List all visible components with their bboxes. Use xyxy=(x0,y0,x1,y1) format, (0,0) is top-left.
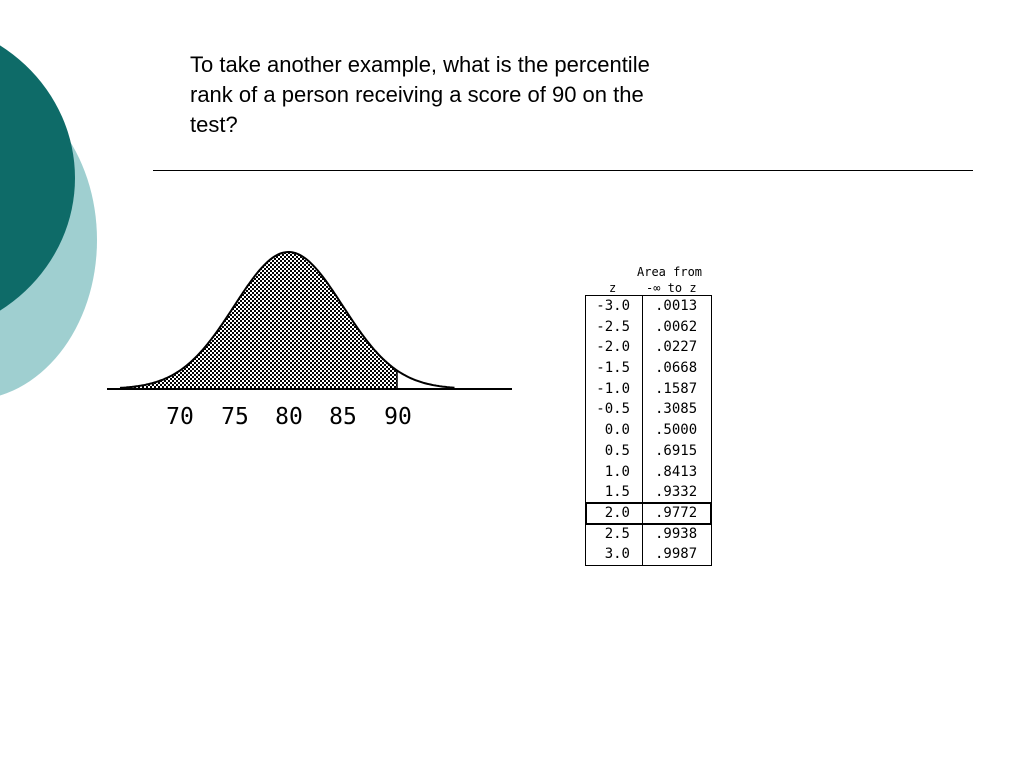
z-value: -1.0 xyxy=(586,379,643,400)
area-value: .9987 xyxy=(655,546,698,563)
z-value: -2.5 xyxy=(586,317,643,338)
table-row xyxy=(586,399,711,420)
z-value: 0.5 xyxy=(586,441,643,462)
area-value: .0062 xyxy=(655,318,698,335)
axis-label-80: 80 xyxy=(275,404,303,430)
table-row xyxy=(586,544,711,565)
z-value: 0.0 xyxy=(586,420,643,441)
area-value: .0668 xyxy=(655,360,698,377)
table-row xyxy=(586,482,711,503)
z-value: 2.0 xyxy=(586,503,643,524)
table-row xyxy=(586,296,711,317)
table-header-z: z xyxy=(609,281,617,295)
table-header-area-line1: Area from xyxy=(637,265,703,279)
z-value: 3.0 xyxy=(586,544,643,565)
normal-curve xyxy=(100,240,520,400)
z-value: 2.5 xyxy=(586,524,643,545)
area-value: .6915 xyxy=(655,442,698,459)
area-value: .5000 xyxy=(655,422,698,439)
z-value: 1.5 xyxy=(586,482,643,503)
z-value: 1.0 xyxy=(586,462,643,483)
table-row xyxy=(586,524,711,545)
area-value: .9772 xyxy=(655,504,698,521)
table-row xyxy=(586,462,711,483)
question-text: To take another example, what is the percentile rank of a person receiving a score of 90 on the test? xyxy=(190,52,650,137)
area-value: .9938 xyxy=(655,525,698,542)
area-value: .0013 xyxy=(655,298,698,314)
z-value: -1.5 xyxy=(586,358,643,379)
area-value: .9332 xyxy=(655,484,698,501)
z-table xyxy=(585,295,712,566)
z-value: -0.5 xyxy=(586,399,643,420)
table-row-highlighted xyxy=(586,503,711,524)
area-value: .1587 xyxy=(655,380,698,397)
table-header-area-line2: -∞ to z xyxy=(646,281,697,295)
axis-label-75: 75 xyxy=(221,404,249,430)
table-row xyxy=(586,420,711,441)
table-row xyxy=(586,358,711,379)
area-value: .3085 xyxy=(655,401,698,418)
axis-label-85: 85 xyxy=(329,404,357,430)
axis-label-90: 90 xyxy=(384,404,412,430)
table-row xyxy=(586,337,711,358)
z-value: -2.0 xyxy=(586,337,643,358)
table-row xyxy=(586,317,711,338)
table-row xyxy=(586,441,711,462)
area-value: .0227 xyxy=(655,339,698,356)
z-value: -3.0 xyxy=(586,296,643,317)
table-row xyxy=(586,379,711,400)
title-divider xyxy=(153,170,973,171)
axis-label-70: 70 xyxy=(166,404,194,430)
area-value: .8413 xyxy=(655,463,698,480)
